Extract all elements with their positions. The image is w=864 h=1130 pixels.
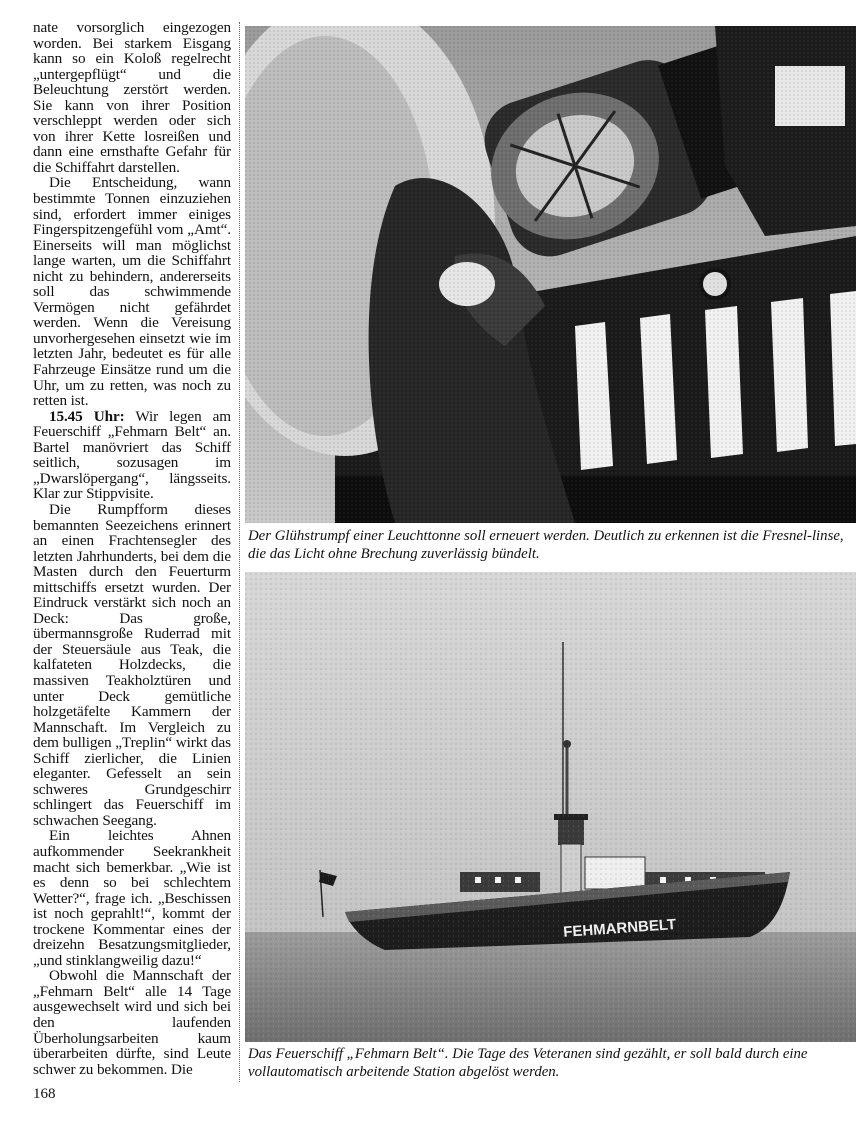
article-paragraph: 15.45 Uhr: Wir legen am Feuerschiff „Fehmarn Belt“ an. Bartel manövriert das Schiff seitlich, sozusagen im „Dwarslöpergang“, längsseits. Klar zur Stippvisite.	[33, 407, 232, 503]
article-column	[33, 20, 231, 1077]
lightship-photo	[245, 572, 856, 1042]
top-photo-caption: Der Glühstrumpf einer Leuchttonne soll erneuert werden. Deutlich zu erkennen ist die Fresnel-linse, die das Licht ohne Brechung zuverlässig bündelt.	[248, 528, 844, 562]
article-paragraph: Die Entscheidung, wann bestimmte Tonnen einzuziehen sind, erfordert immer einiges Fingerspitzengefühl vom „Amt“. Einerseits will man möglichst lange warten, um die Schiffahrt nicht zu behindern, andererseits soll das schwimmende Vermögen nicht gefährdet werden. Wenn die Vereisung unvorhergesehen einsetzt wie im letzten Jahr, bedeutet es für alle Fahrzeuge Einsätze rund um die Uhr, um zu retten, was noch zu retten ist.	[33, 174, 231, 410]
article-paragraph: Ein leichtes Ahnen aufkommender Seekrankheit macht sich bemerkbar. „Wie ist es denn so bei schlechtem Wetter?“, frage ich. „Beschissen ist noch geprahlt!“, kommt der trockene Kommentar eines der dreizehn Besatzungsmitglieder, „und stinklangweilig dazu!“	[33, 827, 231, 969]
article-paragraph: nate vorsorglich eingezogen worden. Bei starkem Eisgang kann so ein Koloß regelrecht „untergepflügt“ und die Beleuchtung zerstört werden. Sie kann von ihrer Position verschleppt werden oder sich von ihrer Kette losreißen und dann eine ernsthafte Gefahr für die Schiffahrt darstellen.	[33, 19, 231, 176]
article-paragraph: Obwohl die Mannschaft der „Fehmarn Belt“ alle 14 Tage ausgewechselt wird und sich bei den laufenden Überholungsarbeiten kaum überarbeiten dürfte, sind Leute schwer zu bekommen. Die	[33, 967, 231, 1078]
time-stamp-lead: 15.45 Uhr:	[49, 407, 125, 425]
buoy-lantern-photo	[245, 26, 856, 523]
page-number: 168	[33, 1086, 56, 1102]
column-divider	[239, 22, 241, 1082]
bottom-photo-caption: Das Feuerschiff „Fehmarn Belt“. Die Tage des Veteranen sind gezählt, er soll bald durch eine vollautomatisch arbeitende Station abgelöst werden.	[248, 1046, 808, 1080]
article-paragraph: Die Rumpfform dieses bemannten Seezeichens erinnert an einen Frachtensegler des letzten Jahrhunderts, bei dem die Masten durch den Feuerturm mittschiffs ersetzt wurden. Der Eindruck verstärkt sich noch an Deck: Das große, übermannsgroße Ruderrad mit der Steuersäule aus Teak, die kalfateten Holzdecks, die massiven Teakholztüren und unter Deck gemütliche holzgetäfelte Kammern der Mannschaft. Im Vergleich zu dem bulligen „Treplin“ wirkt das Schiff zierlicher, die Linien eleganter. Gefesselt an sein schweres Grundgeschirr schlingert das Feuerschiff im schwachen Seegang.	[33, 500, 231, 829]
